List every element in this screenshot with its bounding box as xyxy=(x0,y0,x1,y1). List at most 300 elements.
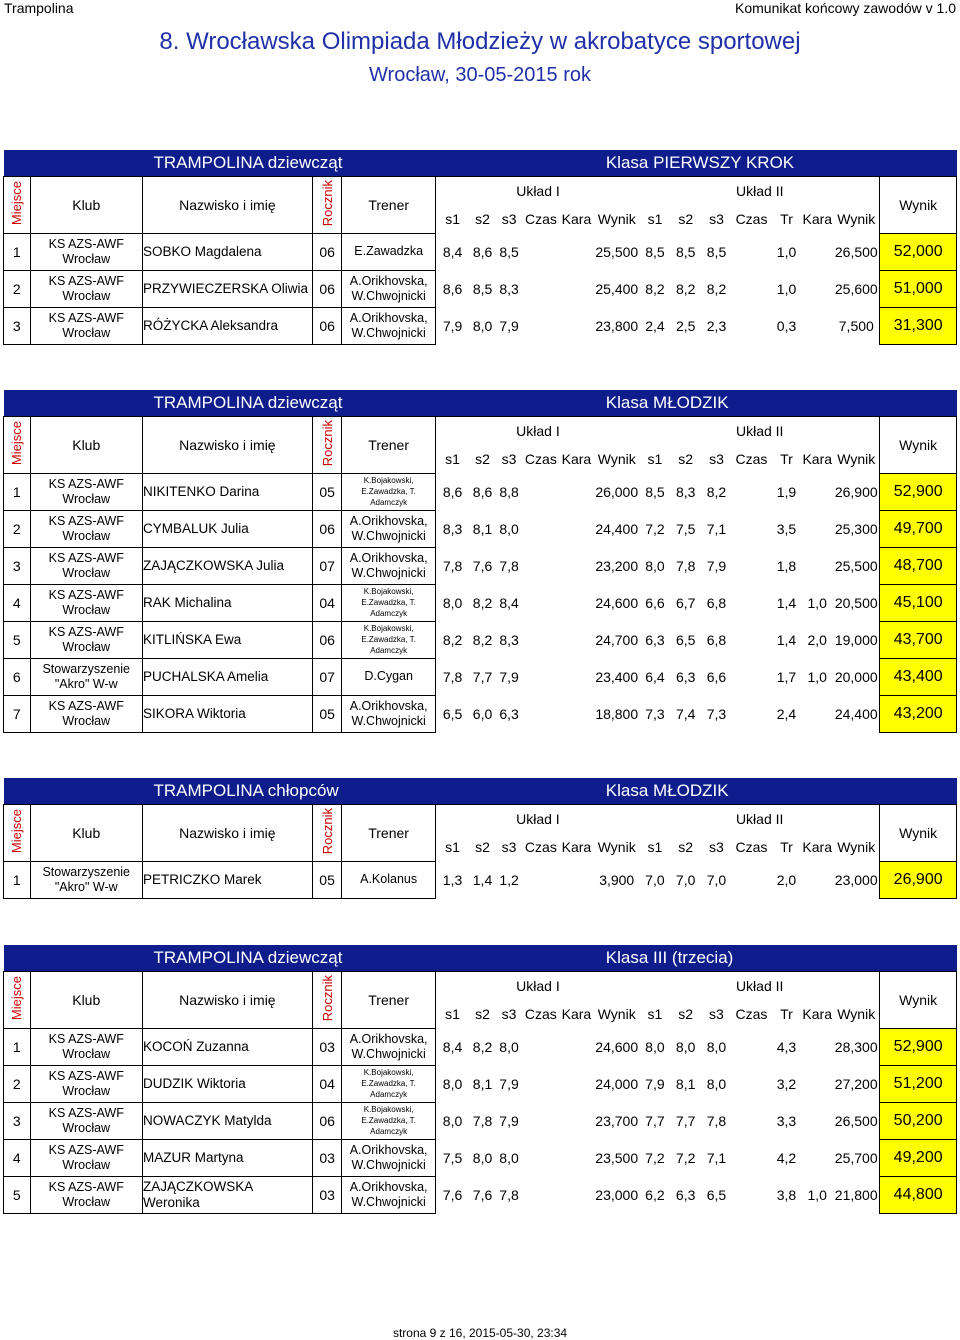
club: KS AZS-AWF Wrocław xyxy=(30,547,142,584)
score-u1 xyxy=(522,473,559,510)
score-u1: 7,9 xyxy=(499,668,519,685)
col-s2-u1: s2 xyxy=(475,211,490,227)
section-title-left: TRAMPOLINA dziewcząt xyxy=(4,945,496,972)
score-u2: 26,900 xyxy=(834,483,878,500)
score-u1: 7,8 xyxy=(442,557,463,574)
score-u1: 8,2 xyxy=(472,1038,493,1055)
score-u1 xyxy=(522,1028,559,1065)
col-kara-u2: Kara xyxy=(802,211,833,227)
score-u1: 8,0 xyxy=(442,594,463,611)
coach: K.Bojakowski, E.Zawadzka, T. Adamczyk xyxy=(342,1065,435,1102)
score-u1: 23,400 xyxy=(595,668,639,685)
score-u2: 6,6 xyxy=(645,594,665,611)
score-u2: 21,800 xyxy=(834,1186,878,1203)
coach: A.Orikhovska, W.Chwojnicki xyxy=(342,1028,435,1065)
club: KS AZS-AWF Wrocław xyxy=(30,1139,142,1176)
score-u2 xyxy=(801,473,833,510)
section-title-right: Klasa MŁODZIK xyxy=(496,778,957,805)
score-u1: 7,9 xyxy=(442,317,463,334)
col-rocznik-label: Rocznik xyxy=(319,180,335,227)
score-u2: 8,2 xyxy=(706,280,727,297)
score-u2: 3,2 xyxy=(776,1075,797,1092)
col-wynik: Wynik xyxy=(880,177,957,234)
score-u2: 20,500 xyxy=(834,594,878,611)
col-miejsce-label: Miejsce xyxy=(9,976,25,1021)
coach: A.Orikhovska, W.Chwojnicki xyxy=(342,695,435,732)
col-rocznik xyxy=(312,417,342,474)
score-u1 xyxy=(522,270,559,307)
score-u2: 6,3 xyxy=(675,1186,696,1203)
score-u1: 8,8 xyxy=(499,483,519,500)
score-u2: 7,8 xyxy=(706,1112,727,1129)
birth-year: 05 xyxy=(312,695,342,732)
birth-year: 07 xyxy=(312,658,342,695)
col-s1-u1: s1 xyxy=(445,1006,460,1022)
score-u1: 8,0 xyxy=(442,1112,463,1129)
place: 5 xyxy=(4,621,31,658)
score-u2 xyxy=(731,270,771,307)
score-u1 xyxy=(559,1176,593,1213)
coach: K.Bojakowski, E.Zawadzka, T. Adamczyk xyxy=(342,584,435,621)
results-table xyxy=(3,778,957,899)
club: KS AZS-AWF Wrocław xyxy=(30,1176,142,1213)
table-row xyxy=(4,658,957,695)
birth-year: 04 xyxy=(312,1065,342,1102)
score-u2: 1,7 xyxy=(776,668,797,685)
coach: K.Bojakowski, E.Zawadzka, T. Adamczyk xyxy=(342,1102,435,1139)
score-u1: 8,2 xyxy=(472,631,493,648)
score-u1: 7,7 xyxy=(472,668,493,685)
score-u1 xyxy=(559,1139,593,1176)
score-u2: 8,0 xyxy=(645,557,665,574)
col-s1-u1: s1 xyxy=(445,211,460,227)
col-nazwisko: Nazwisko i imię xyxy=(143,177,313,234)
score-u2 xyxy=(731,233,771,270)
col-s1-u2: s1 xyxy=(647,1006,663,1022)
score-u2: 8,0 xyxy=(706,1075,727,1092)
score-u2 xyxy=(801,1139,833,1176)
table-row xyxy=(4,510,957,547)
athlete-name: RAK Michalina xyxy=(142,584,312,621)
club: KS AZS-AWF Wrocław xyxy=(30,1028,142,1065)
score-u1: 23,000 xyxy=(595,1186,639,1203)
col-rocznik-label: Rocznik xyxy=(319,420,335,467)
score-u1: 24,700 xyxy=(595,631,639,648)
club: Stowarzyszenie "Akro" W-w xyxy=(30,861,142,898)
place: 1 xyxy=(4,1028,31,1065)
birth-year: 06 xyxy=(312,307,342,344)
place: 4 xyxy=(4,1139,31,1176)
col-kara-u2: Kara xyxy=(802,1006,832,1022)
score-u1 xyxy=(559,621,593,658)
score-u2: 1,0 xyxy=(807,594,827,611)
col-s2-u1: s2 xyxy=(475,839,490,855)
score-u1 xyxy=(522,861,559,898)
col-czas-u2: Czas xyxy=(735,451,768,467)
col-nazwisko: Nazwisko i imię xyxy=(142,805,312,862)
score-u2: 7,9 xyxy=(706,557,727,574)
total-score: 26,900 xyxy=(880,861,957,898)
score-u2 xyxy=(731,1028,771,1065)
col-tr-u2: Tr xyxy=(780,451,793,467)
score-u1: 8,0 xyxy=(499,1038,519,1055)
score-u2: 20,000 xyxy=(834,668,878,685)
total-score: 43,700 xyxy=(880,621,957,658)
score-u1 xyxy=(522,1065,559,1102)
athlete-name: KITLIŃSKA Ewa xyxy=(142,621,312,658)
col-czas-u1: Czas xyxy=(524,839,557,855)
total-score: 31,300 xyxy=(880,307,957,344)
score-u1: 8,6 xyxy=(472,243,493,260)
score-u2: 4,2 xyxy=(776,1149,797,1166)
col-s3-u1: s3 xyxy=(501,211,517,227)
col-s1-u2: s1 xyxy=(647,211,663,227)
athlete-name: NIKITENKO Darina xyxy=(142,473,312,510)
score-u1 xyxy=(522,621,559,658)
athlete-name: SIKORA Wiktoria xyxy=(142,695,312,732)
score-u2 xyxy=(801,1028,833,1065)
score-u1: 24,600 xyxy=(595,1038,639,1055)
birth-year: 06 xyxy=(312,621,342,658)
col-s3-u2: s3 xyxy=(709,451,724,467)
results-section xyxy=(3,778,957,899)
score-u2: 8,5 xyxy=(676,243,696,260)
place: 2 xyxy=(4,1065,31,1102)
col-tr-u2: Tr xyxy=(780,1006,793,1022)
score-u1: 1,4 xyxy=(472,871,493,888)
place: 1 xyxy=(4,233,31,270)
score-u1: 7,6 xyxy=(472,1186,493,1203)
col-s2-u2: s2 xyxy=(678,211,694,227)
score-u1: 24,400 xyxy=(595,520,639,537)
place: 7 xyxy=(4,695,31,732)
col-czas-u2: Czas xyxy=(735,211,768,227)
club: KS AZS-AWF Wrocław xyxy=(30,584,142,621)
total-score: 49,700 xyxy=(880,510,957,547)
score-u2: 7,7 xyxy=(675,1112,696,1129)
score-u2 xyxy=(801,233,833,270)
score-u2: 1,9 xyxy=(776,483,797,500)
athlete-name: NOWACZYK Matylda xyxy=(142,1102,312,1139)
col-czas-u2: Czas xyxy=(735,1006,768,1022)
col-wynik-u1: Wynik xyxy=(597,451,636,467)
score-u1: 3,900 xyxy=(599,871,635,888)
score-u2 xyxy=(731,307,771,344)
score-u2: 2,4 xyxy=(776,705,797,722)
birth-year: 03 xyxy=(312,1028,342,1065)
col-s2-u1: s2 xyxy=(475,1006,490,1022)
club: KS AZS-AWF Wrocław xyxy=(30,270,142,307)
section-title-right: Klasa III (trzecia) xyxy=(496,945,957,972)
col-wynik-u2: Wynik xyxy=(837,211,876,227)
col-uklad1: Układ I xyxy=(435,972,640,1001)
score-u1: 23,800 xyxy=(595,317,639,334)
table-row xyxy=(4,233,957,270)
score-u2: 1,0 xyxy=(776,243,797,260)
score-u1: 7,8 xyxy=(442,668,463,685)
col-miejsce xyxy=(4,177,31,234)
total-score: 43,400 xyxy=(880,658,957,695)
score-u1 xyxy=(522,1139,559,1176)
score-u1: 7,5 xyxy=(442,1149,463,1166)
score-u1: 7,6 xyxy=(472,557,493,574)
club: KS AZS-AWF Wrocław xyxy=(30,1102,142,1139)
table-row xyxy=(4,695,957,732)
page-footer: strona 9 z 16, 2015-05-30, 23:34 xyxy=(392,1326,568,1340)
col-klub: Klub xyxy=(30,972,142,1029)
col-rocznik xyxy=(312,177,342,234)
results-table xyxy=(3,150,957,345)
athlete-name: MAZUR Martyna xyxy=(142,1139,312,1176)
score-u1 xyxy=(559,861,593,898)
score-u1: 24,600 xyxy=(595,594,639,611)
score-u1: 8,1 xyxy=(472,1075,493,1092)
results-section xyxy=(3,945,957,1214)
col-uklad1: Układ I xyxy=(435,417,640,446)
score-u1: 7,9 xyxy=(499,317,519,334)
col-rocznik-label: Rocznik xyxy=(319,808,335,855)
score-u2: 8,0 xyxy=(706,1038,727,1055)
coach: A.Orikhovska, W.Chwojnicki xyxy=(342,1176,435,1213)
col-miejsce-label: Miejsce xyxy=(9,421,25,466)
results-table xyxy=(3,945,957,1214)
club: KS AZS-AWF Wrocław xyxy=(30,695,142,732)
score-u2: 2,3 xyxy=(706,317,727,334)
col-trener: Trener xyxy=(342,417,435,474)
birth-year: 03 xyxy=(312,1139,342,1176)
birth-year: 05 xyxy=(312,473,342,510)
score-u1: 8,0 xyxy=(472,317,493,334)
table-row xyxy=(4,473,957,510)
col-kara-u1: Kara xyxy=(561,451,592,467)
col-czas-u1: Czas xyxy=(524,211,557,227)
col-s2-u2: s2 xyxy=(678,451,694,467)
score-u2: 8,1 xyxy=(675,1075,696,1092)
score-u1: 8,3 xyxy=(442,520,463,537)
col-kara-u1: Kara xyxy=(561,1006,592,1022)
score-u2: 25,300 xyxy=(834,520,878,537)
score-u1 xyxy=(522,233,559,270)
score-u1: 1,2 xyxy=(499,871,519,888)
place: 4 xyxy=(4,584,31,621)
athlete-name: CYMBALUK Julia xyxy=(142,510,312,547)
score-u1: 8,3 xyxy=(499,280,519,297)
col-wynik: Wynik xyxy=(880,972,957,1029)
score-u2: 1,8 xyxy=(776,557,797,574)
score-u1 xyxy=(559,307,593,344)
score-u2: 6,3 xyxy=(645,631,665,648)
score-u2: 2,0 xyxy=(807,631,827,648)
score-u1: 7,8 xyxy=(472,1112,493,1129)
score-u2: 26,500 xyxy=(834,243,878,260)
score-u1 xyxy=(522,510,559,547)
score-u2: 8,2 xyxy=(676,280,696,297)
page-title: 8. Wrocławska Olimpiada Młodzieży w akrobatyce sportowej xyxy=(159,28,801,55)
club: KS AZS-AWF Wrocław xyxy=(30,1065,142,1102)
score-u2 xyxy=(801,270,833,307)
col-uklad2: Układ II xyxy=(640,972,880,1001)
club: KS AZS-AWF Wrocław xyxy=(30,510,142,547)
col-wynik-u1: Wynik xyxy=(597,211,636,227)
col-rocznik xyxy=(312,805,342,862)
col-uklad1: Układ I xyxy=(435,177,640,206)
score-u1 xyxy=(559,658,593,695)
score-u2 xyxy=(731,695,771,732)
score-u2: 1,0 xyxy=(776,280,797,297)
table-row xyxy=(4,1065,957,1102)
score-u2: 2,5 xyxy=(676,317,696,334)
score-u2: 7,1 xyxy=(706,520,727,537)
col-s2-u1: s2 xyxy=(475,451,490,467)
score-u1: 25,500 xyxy=(595,243,639,260)
score-u2: 7,8 xyxy=(675,557,696,574)
place: 3 xyxy=(4,1102,31,1139)
score-u2 xyxy=(731,547,771,584)
score-u2: 7,500 xyxy=(838,317,874,334)
col-trener: Trener xyxy=(342,177,435,234)
col-s3-u2: s3 xyxy=(709,1006,724,1022)
score-u2 xyxy=(801,1065,833,1102)
coach: A.Kolanus xyxy=(342,861,435,898)
score-u2: 8,3 xyxy=(675,483,696,500)
col-wynik: Wynik xyxy=(880,805,957,862)
place: 3 xyxy=(4,547,31,584)
birth-year: 03 xyxy=(312,1176,342,1213)
col-s1-u1: s1 xyxy=(445,839,460,855)
total-score: 52,900 xyxy=(880,1028,957,1065)
place: 6 xyxy=(4,658,31,695)
score-u2: 7,3 xyxy=(706,705,727,722)
score-u1: 8,0 xyxy=(499,1149,519,1166)
score-u2: 3,8 xyxy=(776,1186,797,1203)
col-s2-u2: s2 xyxy=(678,839,694,855)
col-miejsce-label: Miejsce xyxy=(9,181,25,226)
score-u1 xyxy=(559,233,593,270)
score-u1: 6,3 xyxy=(499,705,519,722)
score-u2 xyxy=(801,861,833,898)
total-score: 51,000 xyxy=(880,270,957,307)
score-u2: 7,4 xyxy=(675,705,696,722)
score-u2: 7,0 xyxy=(675,871,696,888)
score-u1: 8,0 xyxy=(442,1075,463,1092)
col-wynik-u2: Wynik xyxy=(837,1006,876,1022)
score-u2: 23,000 xyxy=(834,871,878,888)
score-u1: 7,6 xyxy=(442,1186,463,1203)
total-score: 52,900 xyxy=(880,473,957,510)
col-uklad2: Układ II xyxy=(640,177,880,206)
total-score: 52,000 xyxy=(880,233,957,270)
score-u2: 28,300 xyxy=(834,1038,878,1055)
col-s3-u1: s3 xyxy=(501,451,517,467)
athlete-name: PETRICZKO Marek xyxy=(142,861,312,898)
score-u1: 25,400 xyxy=(595,280,639,297)
score-u1 xyxy=(522,658,559,695)
birth-year: 04 xyxy=(312,584,342,621)
col-tr-u2: Tr xyxy=(780,839,793,855)
score-u1: 8,6 xyxy=(442,280,463,297)
col-uklad2: Układ II xyxy=(640,417,880,446)
score-u2: 2,0 xyxy=(776,871,797,888)
score-u2: 7,1 xyxy=(706,1149,727,1166)
col-tr-u2: Tr xyxy=(780,211,793,227)
score-u2: 1,0 xyxy=(807,1186,827,1203)
score-u2: 25,500 xyxy=(834,557,878,574)
section-title-right: Klasa PIERWSZY KROK xyxy=(496,150,957,177)
table-row xyxy=(4,1176,957,1213)
score-u1 xyxy=(522,695,559,732)
col-rocznik-label: Rocznik xyxy=(319,975,335,1022)
coach: A.Orikhovska, W.Chwojnicki xyxy=(342,1139,435,1176)
coach: D.Cygan xyxy=(342,658,435,695)
score-u1: 8,4 xyxy=(499,594,519,611)
score-u2: 7,2 xyxy=(675,1149,696,1166)
col-kara-u1: Kara xyxy=(561,211,592,227)
score-u2: 8,2 xyxy=(645,280,665,297)
birth-year: 05 xyxy=(312,861,342,898)
score-u2: 6,4 xyxy=(645,668,665,685)
col-klub: Klub xyxy=(30,805,142,862)
score-u2 xyxy=(731,861,771,898)
club: KS AZS-AWF Wrocław xyxy=(30,621,142,658)
table-row xyxy=(4,584,957,621)
score-u1 xyxy=(559,270,593,307)
table-row xyxy=(4,1139,957,1176)
section-title-left: TRAMPOLINA dziewcząt xyxy=(4,150,496,177)
col-trener: Trener xyxy=(342,805,435,862)
table-row xyxy=(4,1102,957,1139)
score-u1 xyxy=(559,695,593,732)
score-u2: 2,4 xyxy=(645,317,665,334)
birth-year: 06 xyxy=(312,1102,342,1139)
col-czas-u2: Czas xyxy=(735,839,768,855)
score-u1: 8,0 xyxy=(499,520,519,537)
score-u2: 3,5 xyxy=(776,520,797,537)
col-s3-u2: s3 xyxy=(709,839,724,855)
score-u1: 8,1 xyxy=(472,520,493,537)
col-s3-u1: s3 xyxy=(501,1006,517,1022)
score-u1: 8,5 xyxy=(472,280,493,297)
score-u1: 8,4 xyxy=(442,1038,463,1055)
col-wynik-u2: Wynik xyxy=(837,451,876,467)
header-right: Komunikat końcowy zawodów v 1.0 xyxy=(735,0,956,16)
score-u1 xyxy=(559,473,593,510)
score-u2 xyxy=(731,1102,771,1139)
score-u1: 7,8 xyxy=(499,1186,519,1203)
birth-year: 06 xyxy=(312,233,342,270)
col-s1-u2: s1 xyxy=(647,451,663,467)
birth-year: 06 xyxy=(312,270,342,307)
score-u1: 23,700 xyxy=(595,1112,639,1129)
score-u2: 26,500 xyxy=(834,1112,878,1129)
score-u2: 7,2 xyxy=(645,1149,665,1166)
coach: E.Zawadzka xyxy=(342,233,435,270)
coach: K.Bojakowski, E.Zawadzka, T. Adamczyk xyxy=(342,473,435,510)
athlete-name: KOCOŃ Zuzanna xyxy=(142,1028,312,1065)
score-u2: 6,5 xyxy=(706,1186,727,1203)
score-u2 xyxy=(801,547,833,584)
score-u2: 4,3 xyxy=(776,1038,797,1055)
score-u2: 7,5 xyxy=(675,520,696,537)
score-u2 xyxy=(801,510,833,547)
score-u2 xyxy=(731,584,771,621)
score-u2 xyxy=(731,1065,771,1102)
score-u1 xyxy=(522,1176,559,1213)
col-wynik-u2: Wynik xyxy=(837,839,876,855)
score-u2: 1,4 xyxy=(776,594,797,611)
score-u1: 8,0 xyxy=(472,1149,493,1166)
section-title-left: TRAMPOLINA chłopców xyxy=(4,778,496,805)
score-u1: 24,000 xyxy=(595,1075,639,1092)
